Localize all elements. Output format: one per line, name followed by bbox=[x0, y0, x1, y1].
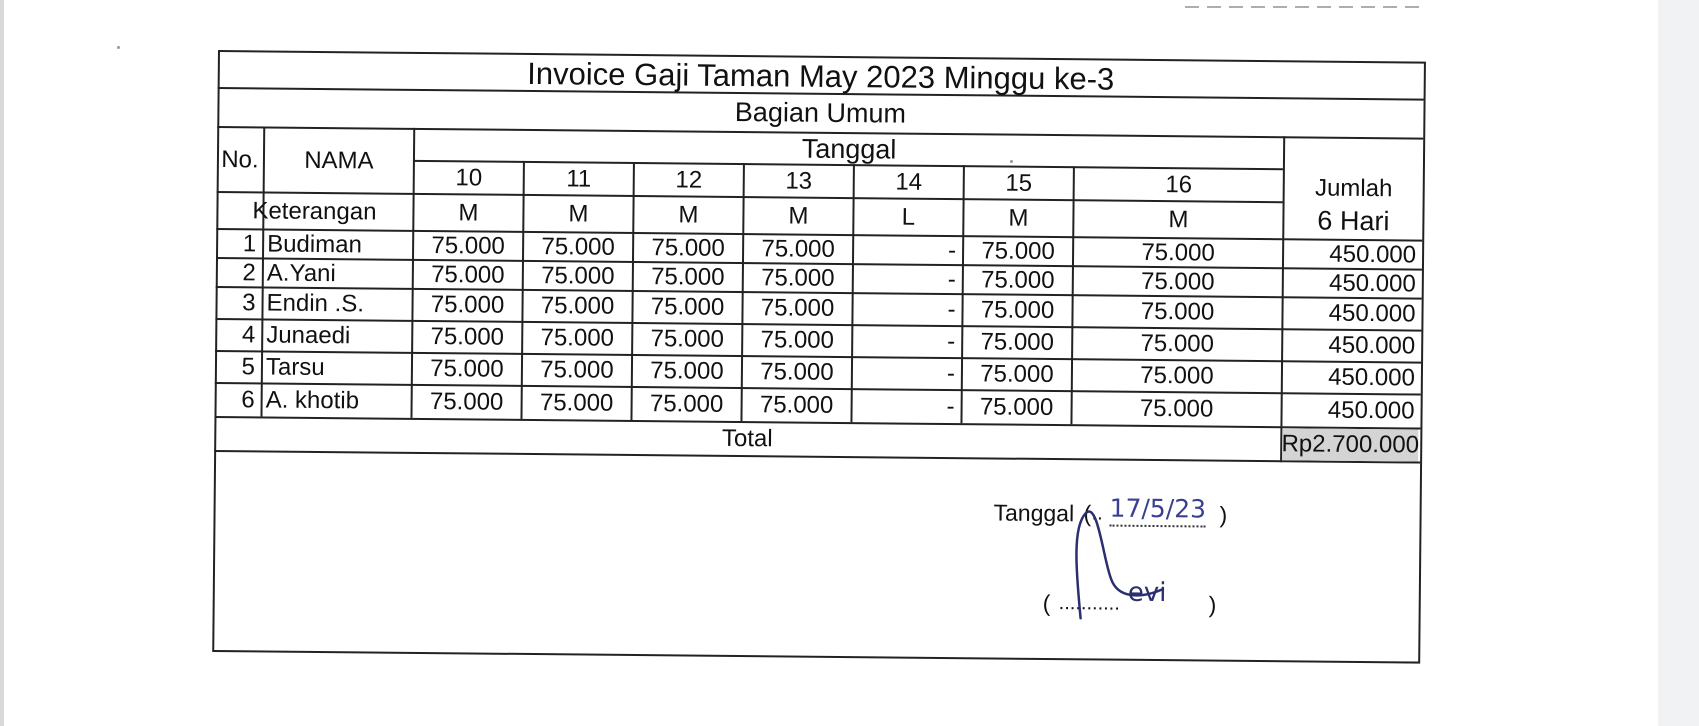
wage-cell: 75.000 bbox=[1139, 394, 1214, 423]
wage-cell: 75.000 bbox=[651, 262, 725, 291]
code-11: M bbox=[568, 199, 589, 228]
wage-cell: 75.000 bbox=[541, 261, 615, 290]
code-12: M bbox=[678, 200, 699, 229]
code-14: L bbox=[901, 203, 916, 231]
row-total: 450.000 bbox=[1328, 269, 1416, 298]
scan-edge-left bbox=[0, 0, 4, 726]
wage-cell: 75.000 bbox=[759, 391, 834, 419]
code-13: M bbox=[788, 201, 809, 230]
handwritten-date: 17/5/23 bbox=[1109, 491, 1206, 528]
wage-cell: 75.000 bbox=[760, 358, 834, 386]
scan-speck bbox=[117, 46, 120, 49]
employee-name: A.Yani bbox=[266, 258, 336, 287]
wage-cell: 75.000 bbox=[650, 293, 725, 321]
wage-cell: 75.000 bbox=[981, 265, 1055, 294]
row-number: 2 bbox=[242, 258, 256, 286]
wage-cell: 75.000 bbox=[650, 325, 725, 353]
employee-name: Budiman bbox=[267, 229, 363, 258]
wage-cell: - bbox=[947, 296, 956, 324]
date-open-paren: ( bbox=[1083, 499, 1092, 526]
row-number: 4 bbox=[241, 321, 256, 349]
signature-dots: ........... bbox=[1058, 592, 1120, 615]
row-total: 450.000 bbox=[1328, 299, 1416, 328]
grand-total: Rp2.700.000 bbox=[1282, 428, 1418, 461]
wage-cell: - bbox=[947, 265, 956, 293]
header-keterangan: Keterangan bbox=[252, 196, 377, 226]
wage-cell: 75.000 bbox=[761, 234, 835, 263]
wage-cell: 75.000 bbox=[651, 233, 725, 262]
date-dots: .. bbox=[1091, 502, 1103, 525]
date-14: 14 bbox=[895, 168, 923, 196]
date-15: 15 bbox=[1005, 169, 1033, 197]
wage-cell: 75.000 bbox=[430, 355, 504, 383]
days-total: 6 Hari bbox=[1317, 205, 1390, 237]
invoice-sheet bbox=[212, 50, 1424, 662]
row-total: 450.000 bbox=[1327, 396, 1415, 425]
code-15: M bbox=[1008, 204, 1029, 232]
header-nama: NAMA bbox=[304, 146, 374, 174]
employee-name: Junaedi bbox=[266, 321, 351, 350]
header-no: No. bbox=[221, 145, 259, 173]
wage-cell: - bbox=[947, 236, 957, 264]
header-jumlah: Jumlah bbox=[1314, 174, 1393, 203]
wage-cell: 75.000 bbox=[1140, 267, 1215, 296]
wage-cell: 75.000 bbox=[431, 260, 505, 289]
wage-cell: 75.000 bbox=[979, 393, 1054, 422]
wage-cell: - bbox=[946, 393, 955, 421]
wage-cell: 75.000 bbox=[980, 360, 1054, 389]
employee-name: Tarsu bbox=[265, 353, 325, 382]
signature-open-paren: ( bbox=[1042, 589, 1051, 616]
section-title: Bagian Umum bbox=[734, 96, 907, 129]
wage-cell: 75.000 bbox=[981, 236, 1055, 265]
wage-cell: 75.000 bbox=[1140, 361, 1214, 390]
row-total: 450.000 bbox=[1328, 363, 1416, 392]
row-total: 450.000 bbox=[1328, 331, 1416, 360]
wage-cell: 75.000 bbox=[650, 357, 724, 385]
invoice-title: Invoice Gaji Taman May 2023 Minggu ke-3 bbox=[527, 55, 1115, 97]
row-number: 1 bbox=[242, 229, 257, 257]
date-16: 16 bbox=[1165, 170, 1193, 198]
wage-cell: 75.000 bbox=[761, 263, 835, 292]
signature-graphic bbox=[212, 50, 1424, 662]
row-number: 3 bbox=[242, 289, 256, 317]
wage-cell: 75.000 bbox=[1140, 329, 1215, 358]
date-11: 11 bbox=[566, 164, 592, 193]
date-12: 12 bbox=[675, 165, 703, 194]
wage-cell: 75.000 bbox=[980, 328, 1055, 357]
wage-cell: 75.000 bbox=[430, 323, 505, 351]
wage-cell: 75.000 bbox=[431, 231, 505, 260]
date-10: 10 bbox=[455, 163, 483, 192]
wage-cell: 75.000 bbox=[760, 326, 835, 354]
wage-cell: 75.000 bbox=[430, 291, 505, 319]
wage-cell: - bbox=[947, 328, 956, 356]
date-label: Tanggal bbox=[993, 498, 1075, 526]
scan-mark bbox=[1185, 6, 1425, 8]
signature-close-paren: ) bbox=[1208, 591, 1217, 618]
date-close-paren: ) bbox=[1219, 501, 1228, 528]
wage-cell: 75.000 bbox=[539, 389, 614, 417]
employee-name: Endin .S. bbox=[266, 289, 365, 318]
row-number: 6 bbox=[241, 386, 255, 414]
wage-cell: - bbox=[946, 360, 956, 388]
wage-cell: 75.000 bbox=[760, 294, 835, 322]
wage-cell: 75.000 bbox=[541, 232, 615, 261]
wage-cell: 75.000 bbox=[1140, 297, 1215, 326]
row-total: 450.000 bbox=[1329, 240, 1417, 269]
date-13: 13 bbox=[785, 166, 813, 195]
header-tanggal: Tanggal bbox=[801, 133, 897, 165]
wage-cell: 75.000 bbox=[540, 324, 615, 352]
row-number: 5 bbox=[241, 353, 256, 381]
signature-text: evi bbox=[1127, 577, 1167, 609]
wage-cell: 75.000 bbox=[540, 356, 614, 384]
wage-cell: 75.000 bbox=[1141, 238, 1215, 267]
wage-cell: 75.000 bbox=[429, 388, 504, 416]
scan-edge-right bbox=[1658, 0, 1699, 726]
code-16: M bbox=[1168, 205, 1189, 233]
employee-name: A. khotib bbox=[265, 386, 360, 415]
total-label: Total bbox=[721, 424, 773, 453]
code-10: M bbox=[458, 198, 479, 227]
wage-cell: 75.000 bbox=[540, 292, 615, 320]
wage-cell: 75.000 bbox=[980, 296, 1055, 325]
wage-cell: 75.000 bbox=[649, 390, 724, 418]
